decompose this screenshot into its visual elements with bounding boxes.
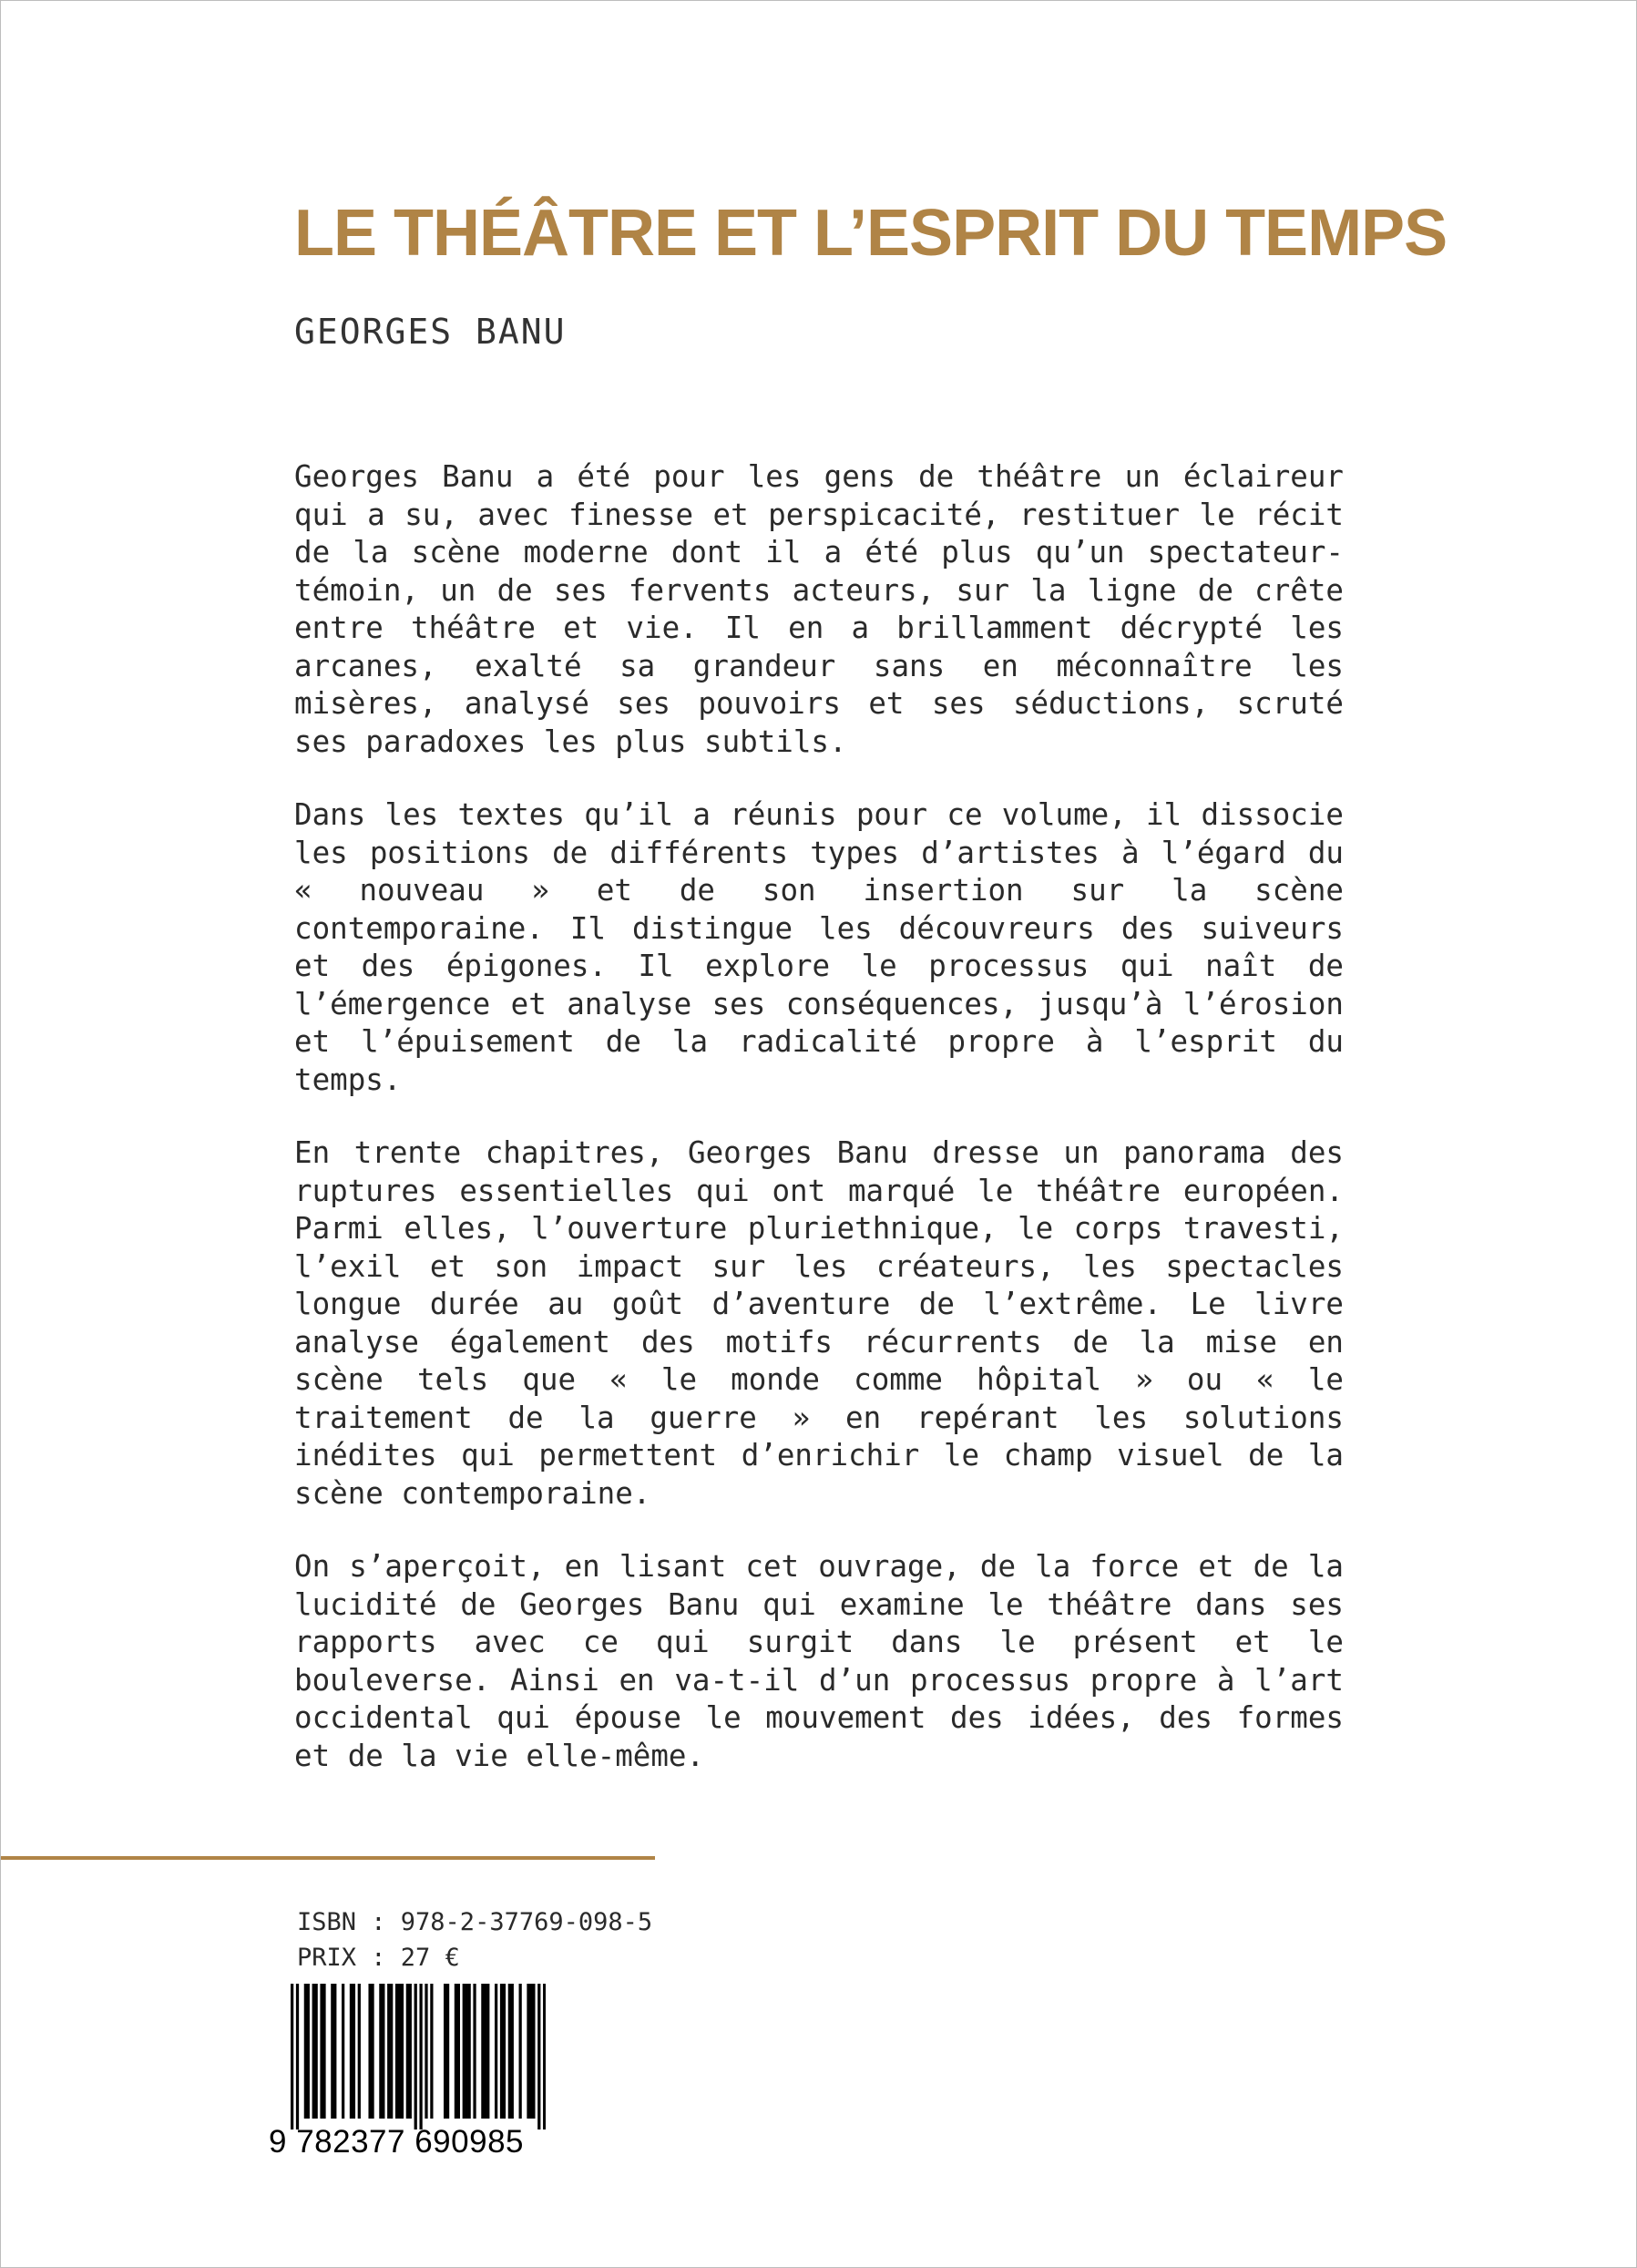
barcode-bar: [387, 1984, 390, 2119]
barcode-bar: [508, 1984, 511, 2119]
barcode-image: [291, 1984, 546, 2129]
barcode-bar: [529, 1984, 532, 2119]
barcode-bar: [406, 1984, 409, 2119]
barcode-bar: [390, 1984, 393, 2119]
barcode-bar: [503, 1984, 506, 2119]
barcode-bar: [463, 1984, 466, 2119]
accent-divider: [1, 1856, 655, 1860]
barcode-bar: [543, 1984, 546, 2129]
barcode-bar: [466, 1984, 468, 2119]
barcode-bar: [495, 1984, 497, 2119]
barcode-bar: [333, 1984, 336, 2119]
barcode-bar: [382, 1984, 384, 2119]
barcode-digits: 9 782377 690985: [269, 2124, 524, 2160]
barcode-bar: [401, 1984, 404, 2119]
barcode-bar: [446, 1984, 449, 2119]
isbn-text: ISBN : 978-2-37769-098-5: [297, 1908, 653, 1936]
barcode-bar: [315, 1984, 318, 2119]
barcode-bar: [473, 1984, 476, 2119]
barcode-bar: [484, 1984, 486, 2119]
barcode-bar: [304, 1984, 307, 2119]
barcode-bar: [371, 1984, 373, 2119]
barcode-bar: [320, 1984, 322, 2119]
barcode-bar: [537, 1984, 540, 2129]
barcode-bar: [331, 1984, 333, 2119]
barcode-bar: [291, 1984, 293, 2129]
book-title: LE THÉÂTRE ET L’ESPRIT DU TEMPS: [294, 197, 1448, 270]
barcode-bar: [395, 1984, 398, 2119]
barcode-bar: [457, 1984, 460, 2119]
blurb-paragraph-2: Dans les textes qu’il a réunis pour ce volume, il dissocie les positions de différents types d’artistes à l’égard du « nouveau » et de son insertion sur la scène contemporaine. Il distingue les découvreurs des suiveurs et des épigones. Il explore le processus qui naît de l’émergence et analyse ses conséquences, jusqu’à l’érosion et l’épuisement de la radicalité propre à l’esprit du temps.: [294, 797, 1344, 1097]
barcode-bar: [414, 1984, 417, 2129]
barcode-bar: [430, 1984, 433, 2119]
barcode-bar: [486, 1984, 489, 2119]
barcode-bar: [532, 1984, 535, 2119]
book-author: GEORGES BANU: [294, 312, 567, 352]
barcode-bar: [353, 1984, 355, 2119]
blurb-paragraph-4: On s’aperçoit, en lisant cet ouvrage, de la force et de la lucidité de Georges Banu qui examine le théâtre dans ses rapports avec ce qui surgit dans le présent et le bouleverse. Ainsi en va-t-il d’un processus propre à l’art occidental qui épouse le mouvement des idées, des formes et de la vie elle-même.: [294, 1549, 1344, 1773]
barcode-bar: [312, 1984, 315, 2119]
barcode-bar: [455, 1984, 457, 2119]
barcode-bar: [398, 1984, 401, 2119]
barcode-bar: [350, 1984, 353, 2119]
barcode-bar: [419, 1984, 422, 2129]
barcode-bar: [358, 1984, 361, 2119]
barcode-bar: [511, 1984, 514, 2119]
barcode-bar: [519, 1984, 522, 2119]
price-text: PRIX : 27 €: [297, 1944, 460, 1972]
barcode-bar: [500, 1984, 503, 2119]
barcode-bar: [527, 1984, 529, 2119]
barcode-bar: [368, 1984, 371, 2119]
barcode-bar: [322, 1984, 325, 2119]
barcode-bar: [296, 1984, 299, 2129]
blurb-paragraph-1: Georges Banu a été pour les gens de théâtre un éclaireur qui a su, avec finesse et perspicacité, restituer le récit de la scène moderne dont il a été plus qu’un spectateur-témoin, un de ses fervents acteurs, sur la ligne de crête entre théâtre et vie. Il en a brillamment décrypté les arcanes, exalté sa grandeur sans en méconnaître les misères, analysé ses pouvoirs et ses séductions, scruté ses paradoxes les plus subtils.: [294, 459, 1344, 759]
barcode-bar: [307, 1984, 310, 2119]
blurb-paragraph-3: En trente chapitres, Georges Banu dresse un panorama des ruptures essentielles qui ont marqué le théâtre européen. Parmi elles, l’ouverture pluriethnique, le corps travesti, l’exil et son impact sur les créateurs, les spectacles longue durée au goût d’aventure de l’extrême. Le livre analyse également des motifs récurrents de la mise en scène tels que « le monde comme hôpital » ou « le traitement de la guerre » en repérant les solutions inédites qui permettent d’enrichir le champ visuel de la scène contemporaine.: [294, 1135, 1344, 1511]
barcode-bar: [468, 1984, 471, 2119]
blurb: [294, 458, 1344, 1811]
barcode-bar: [409, 1984, 412, 2119]
barcode-bar: [481, 1984, 484, 2119]
barcode-bar: [342, 1984, 344, 2119]
barcode-bar: [379, 1984, 382, 2119]
barcode-bar: [444, 1984, 446, 2119]
barcode-bar: [425, 1984, 427, 2119]
